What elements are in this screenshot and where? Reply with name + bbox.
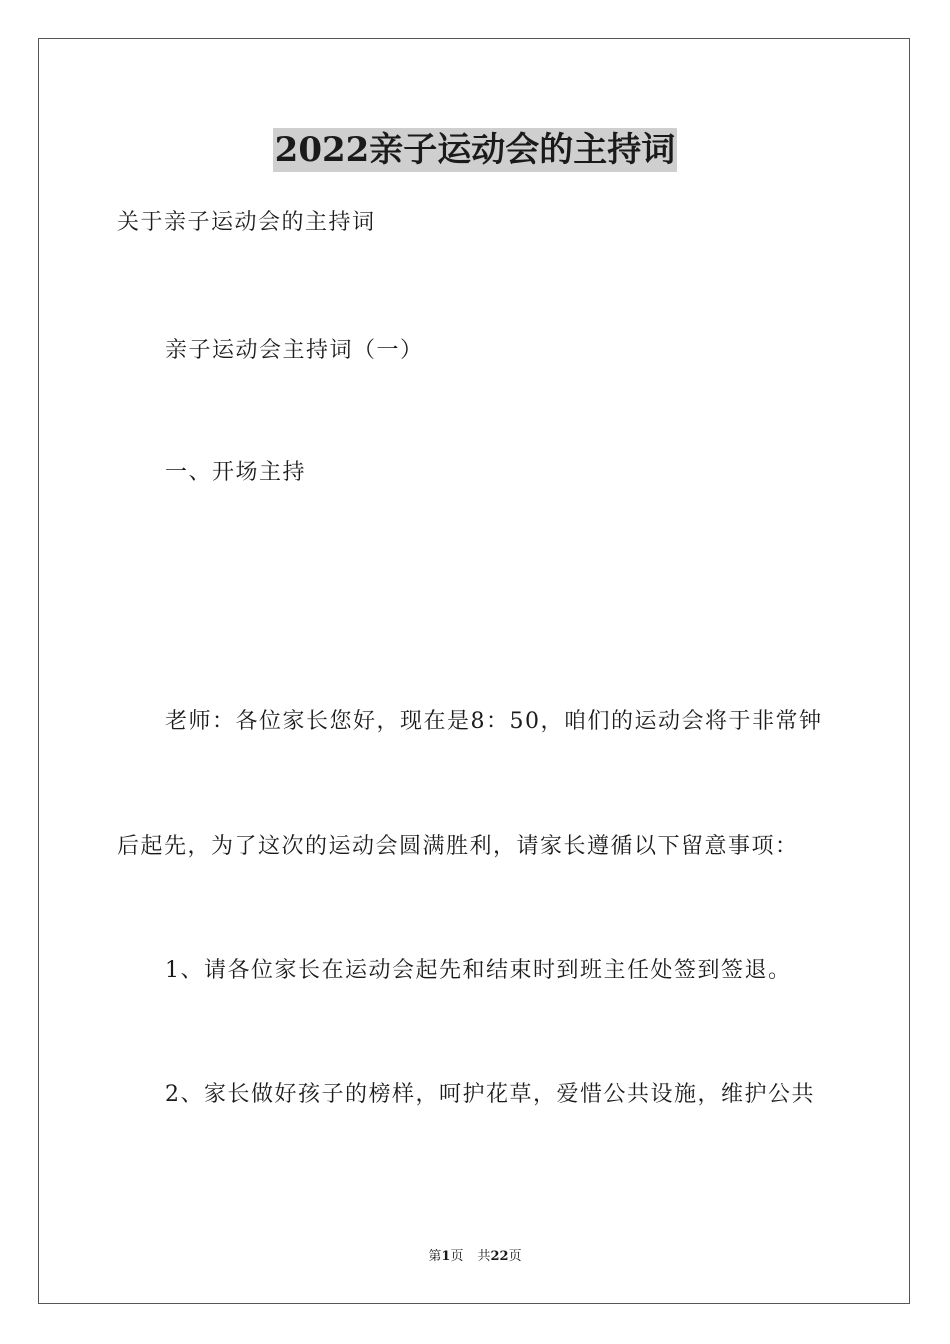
page-footer	[0, 1248, 950, 1266]
paragraph-part-heading: 一、开场主持	[165, 460, 307, 485]
footer-total-prefix: 共	[477, 1249, 491, 1264]
footer-page-prefix: 第	[428, 1249, 442, 1264]
document-title: 2022亲子运动会的主持词	[274, 130, 676, 170]
footer-page-suffix: 页	[450, 1249, 464, 1264]
paragraph-subtitle: 关于亲子运动会的主持词	[117, 210, 376, 235]
footer-page-number: 1	[441, 1249, 451, 1264]
footer-total-suffix: 页	[508, 1249, 522, 1264]
title-container	[0, 128, 950, 172]
paragraph-body: 老师：各位家长您好，现在是8：50，咱们的运动会将于非常钟	[165, 709, 823, 734]
paragraph-list-item: 1、请各位家长在运动会起先和结束时到班主任处签到签退。	[165, 958, 792, 983]
footer-total-pages: 22	[490, 1249, 509, 1264]
paragraph-body: 后起先，为了这次的运动会圆满胜利，请家长遵循以下留意事项：	[117, 834, 799, 859]
paragraph-section-heading: 亲子运动会主持词（一）	[165, 338, 424, 363]
paragraph-list-item: 2、家长做好孩子的榜样，呵护花草，爱惜公共设施，维护公共	[165, 1082, 815, 1107]
